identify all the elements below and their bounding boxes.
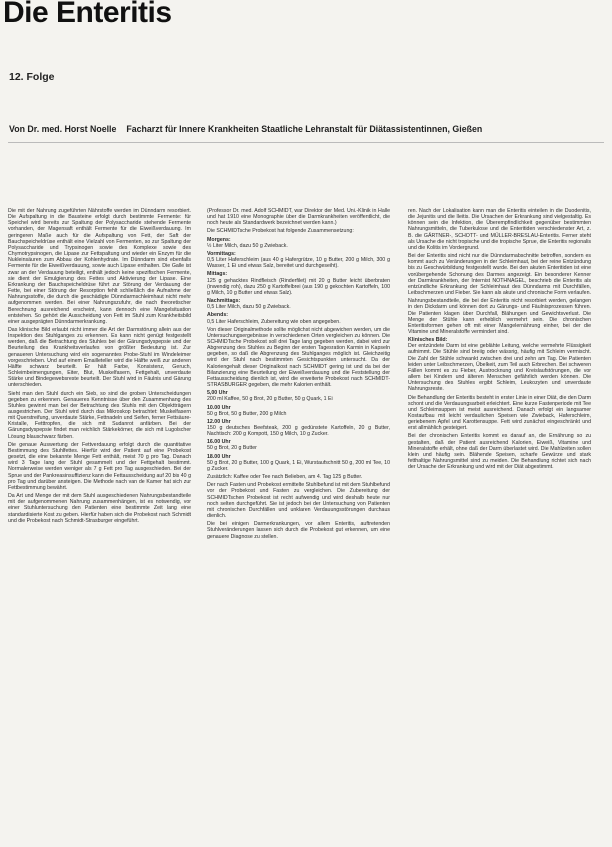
paragraph: Die SCHMIDTsche Probekost hat folgende Zusammensetzung: xyxy=(207,228,354,235)
paragraph: 50 g Brot, 20 g Butter, 100 g Quark, 1 Ei, Wurstaufschnitt 50 g, 200 ml Tee, 10 g Zucker. xyxy=(207,459,390,472)
section-heading: 16.00 Uhr xyxy=(207,439,231,446)
paragraph: 50 g Brot, 20 g Butter xyxy=(207,445,257,452)
paragraph: Da Art und Menge der mit dem Stuhl ausgeschiedenen Nahrungsbestandteile mit der aufgenommenen Nahrung zusammenhängen, ist es notwendig, vor einer Stuhluntersuchung den Patienten eine bestimmte Zeit lang eine standardisierte Kost zu geben. Hierfür haben sich die Probekost nach Schmidt und die Probekost nach Schmidt-Strasburger eingeführt. xyxy=(8,493,191,524)
paragraph: 0,5 Liter Haferschleim (aus 40 g Hafergrütze, 10 g Butter, 200 g Milch, 300 g Wasser, 1 Ei und etwas Salz, bereitet und durchgeseiht). xyxy=(207,257,390,270)
section-heading: 18.00 Uhr xyxy=(207,453,231,460)
section-heading: Klinisches Bild: xyxy=(408,337,448,344)
text-column-1 xyxy=(8,208,191,526)
paragraph: 125 g gehacktes Rindfleisch (Rinderfilet) mit 20 g Butter leicht überbraten (inwendig roh), dazu 250 g Kartoffelbrei (aus 190 g gekochten Kartoffeln, 100 g Milch, 10 g Butter und etwas Salz). xyxy=(207,277,390,296)
author-affiliation: Facharzt für Innere Krankheiten Staatliche Lehranstalt für Diätassistentinnen, Gießen xyxy=(126,124,483,134)
section-heading: Abends: xyxy=(207,312,228,319)
author-name: Von Dr. med. Horst Noelle xyxy=(9,124,117,134)
paragraph: 200 ml Kaffee, 50 g Brot, 20 g Butter, 50 g Quark, 1 Ei xyxy=(207,396,333,403)
text-column-2 xyxy=(207,208,390,542)
section-heading: 10.00 Uhr xyxy=(207,404,231,411)
paragraph: Zusätzlich: Kaffee oder Tee nach Belieben, am 4. Tag 125 g Butter. xyxy=(207,474,363,481)
section-heading: Mittags: xyxy=(207,271,228,278)
paragraph: 150 g deutsches Beefsteak, 200 g gedünstete Kartoffeln, 20 g Butter, Nachtisch: 200 g Kompott, 150 g Milch, 10 g Zucker. xyxy=(207,425,390,438)
paragraph: Nahrungsbestandteile, die bei der Enteritis nicht resorbiert werden, gelangen in den Dickdarm und können dort zu Gärungs- und Fäulnisprozessen führen. Die Patienten klagen über Durchfall, Blähungen und Gewichtsverlust. Die Menge der Stühle kann erheblich vermehrt sein. Die chronischen Enteritisformen gehen oft mit einer Mangelernährung einher, bei der die Vitamine und Mineralstoffe vermindert sind. xyxy=(408,298,591,335)
section-heading: Morgens: xyxy=(207,236,231,243)
text-column-3 xyxy=(408,208,591,472)
paragraph: 0,5 Liter Haferschleim, Zubereitung wie oben angegeben. xyxy=(207,318,341,325)
paragraph: ½ Liter Milch, dazu 50 g Zwieback. xyxy=(207,242,288,249)
section-heading: 5,00 Uhr xyxy=(207,390,228,397)
paragraph: 0,5 Liter Milch, dazu 50 g Zwieback. xyxy=(207,304,291,311)
paragraph: ren. Nach der Lokalisation kann man die Enteritis einteilen in die Duodenitis, die Jejunitis und die Ileitis. Die Ursachen der Erkrankung sind vielgestaltig. Es können sein die Infektion, die Überempfindlichkeit gegenüber bestimmten Nahrungsmitteln, die Tuberkulose und die Enteritiden verschiedenster Art, z. B. die GÄRTNER-, SCHOTT- und MÜLLER-BRESLAU-Enteritis. Ferner steht als Ursache die nicht tropische und die tropische Sprue, die Enteritis regionalis und die Kolitis im Vordergrund. xyxy=(408,208,591,251)
paragraph: 50 g Brot, 50 g Butter, 200 g Milch xyxy=(207,410,287,417)
paragraph: Bei der Enteritis sind nicht nur die Dünndarmabschnitte betroffen, sondern es kommt auch zu Veränderungen in der Schleimhaut, bei der reine Entzündung bis zu Geschwürbildung festgestellt wurde. Bei den akuten Enteritiden ist eine vorübergehende Schonung des Darmes angezeigt. Ein besonderer Kenner der Darmkrankheiten, der Internist NOTHNAGEL, beschrieb die Enteritis als entzündliche Erkrankung der Schleimhaut des Dünndarms mit Durchfällen, Leibschmerzen und Fieber. Sie kann als akute und chronische Form verlaufen. xyxy=(408,253,591,297)
paragraph: Die Behandlung der Enteritis besteht in erster Linie in einer Diät, die den Darm schont und die Verdauungsarbeit erleichtert. Eine kurze Fastenperiode mit Tee und Schleimsuppen ist meist ausreichend. Danach erfolgt ein langsamer Kostaufbau mit leicht verdaulichen Speisen wie Zwieback, Haferschleim, geriebenem Apfel und Karottensuppe. Fett wird zunächst eingeschränkt und erst allmählich gesteigert. xyxy=(408,394,591,432)
paragraph: Bei der chronischen Enteritis kommt es darauf an, die Ernährung so zu gestalten, daß der Patient ausreichend Kalorien, Eiweiß, Vitamine und Mineralstoffe erhält, ohne daß der Darm überlastet wird. Die Mahlzeiten sollen klein und häufig sein. Blähende Speisen, scharfe Gewürze und stark fetthaltige Nahrungsmittel sind zu meiden. Die Behandlung richtet sich nach der Ursache der Erkrankung und wird mit der Diät abgestimmt. xyxy=(408,433,591,471)
paragraph: Der nach Fasten und Probekost ermittelte Stuhlbefund ist mit dem Stuhlbefund vor der Probekost und Fasten zu vergleichen. Die Zubereitung der SCHMIDTschen Probekost ist recht aufwendig und wird deshalb heute nur noch selten durchgeführt. Sie ist jedoch bei der Untersuchung von Patienten mit chronischen Durchfällen und unklaren Verdauungsstörungen durchaus dienlich. xyxy=(207,482,390,520)
paragraph: Das klinische Bild erlaubt nicht immer die Art der Darmstörung allein aus der Inspektion des Stuhlganges zu erkennen. Es kann nicht genügt festgestellt werden, daß die Betrachtung des Stuhles bei der Gärungsdyspepsie und der Beurteilung des Krankheitsverlaufes von größter Bedeutung ist. Zur genaueren Untersuchung wird ein sogenanntes Probe-Stuhl im Windeleimer vorgeschrieben. Und auf einem Emailleteller wird die Hälfte weiß zur anderen Hälfte schwarz beurteilt. Er hält Farbe, Konsistenz, Geruch, Schleimbeimengungen, Eiter, Blut, Muskelfasern, Fettgehalt, unverdaute Stärke und Bindegewebsreste beurteilt. Der Stuhl wird in Fäulnis und Gärung unterschieden. xyxy=(8,326,191,389)
paragraph: Von dieser Originalmethode sollte möglichst nicht abgewichen werden, um die Untersuchungsergebnisse in verschiedenen Orten vergleichen zu können. Die SCHMIDTsche Probekost soll drei Tage lang gegeben werden, dabei wird zur Abgrenzung des Stuhles zu Beginn der ersten Tagesration Karmin in Kapseln gegeben, so daß die Abgrenzung des Stuhlganges möglich ist. Gleichzeitig wird der Stuhl nach bestimmten Gesichtspunkten untersucht. Da der Kaloriengehalt dieser Originalkost nach SCHMIDT gering ist und da bei der Bilanzierung eine Beurteilung der Eiweißverdauung und die Feststellung der Fettausscheidung dienlich ist, wird die erweiterte Probekost nach SCHMIDT-STRASBURGER gegeben, die mehr Kalorien enthält. xyxy=(207,326,390,389)
paragraph: Sieht man den Stuhl durch ein Sieb, so sind die groben Unterscheidungen gegeben zu erkennen. Genaueres Kenntnisse über den Zusammenhang des Stuhles gewinnt man bei der Betrachtung des Stuhls mit den Objektträgern ausgestrichen. Der Stuhl wird durch das Mikroskop betrachtet: Muskelfasern mit Querstreifung, unverdaute Stärke, Fettnadeln und Seifen, ferner Fettsäure-Kristalle, Fetttropfen, die sich mit Sudanrot anfärben. Bei der Gärungsdyspepsie findet man reichlich Stärkekörner, die sich mit Lugolscher Lösung blauschwarz färben. xyxy=(8,390,191,440)
paragraph: Der entzündete Darm ist eine geblähte Leitung, welche vermehrte Flüssigkeit aufnimmt. Die Stühle sind breiig oder wässrig, häufig mit Schleim vermischt. Die Zahl der Stühle schwankt zwischen drei und zehn am Tag. Die Patienten leiden unter Leibschmerzen, Übelkeit, zum Teil auch Erbrechen. Bei schweren Fällen kommt es zu Fieber, Austrocknung und Kreislaufstörungen, die vor allem bei Kindern und älteren Menschen gefährlich werden können. Die Untersuchung des Stuhles ergibt Schleim, Leukozyten und unverdaute Nahrungsreste. xyxy=(408,343,591,393)
paragraph: Die bei einigen Darmerkrankungen, vor allem Enteritis, auftretenden Stuhlveränderungen lassen sich durch die Probekost gut erkennen, um eine genauere Diagnose zu stellen. xyxy=(207,521,390,540)
paragraph: (Professor Dr. med. Adolf SCHMIDT, war Direktor der Med. Uni.-Klinik in Halle und hat 1910 eine Monographie über die Darmkrankheiten veröffentlicht, die noch heute als Standardwerk bezeichnet werden kann.) xyxy=(207,208,390,227)
article-title: Die Enteritis xyxy=(3,0,172,29)
section-heading: Vormittags: xyxy=(207,250,236,257)
paragraph: Die genaue Auswertung der Fettverdauung erfolgt durch die quantitative Bestimmung des Stuhlfettes. Hierfür wird der Patient auf eine Probekost gesetzt, die eine bekannte Menge Fett enthält, meist 70 g pro Tag. Danach wird 3 Tage lang der Stuhl gesammelt und der Fettgehalt bestimmt. Normalerweise werden weniger als 7 g Fett pro Tag ausgeschieden. Bei der Sprue und der Pankreasinsuffizienz kann die Fettausscheidung auf 20 bis 40 g pro Tag und darüber ansteigen. Die Methode nach van de Kamer hat sich zur Fettbestimmung bewährt. xyxy=(8,441,191,491)
article-subtitle: 12. Folge xyxy=(9,71,55,83)
paragraph: Die mit der Nahrung zugeführten Nährstoffe werden im Dünndarm resorbiert. Die Aufspaltung in die Bausteine erfolgt durch bestimmte Fermente: für Speichel wird bereits zur Spaltung der Polysaccharide stehende Fermente vorhanden, der Magensaft enthält Fermente für die Eiweißverdauung. Im geringeren Maße auch für die Aufspaltung von Fett, der Saft der Bauchspeicheldrüse enthält eine Vielzahl von Fermenten, so zur Spaltung der Polysaccharide und Trypsinogen sowie des Komplexe sowie des Chymotrypsinogen, die Lipase zur Fettspaltung und wieder ein Enzym für die Nukleinsäuren zum Abbau der Kohlenhydrate. Im Dünndarm sind ebenfalls Fermente für die Eiweißverdauung, sowie auch Lipase enthalten. Die Galle ist zwar an der Verdauung beteiligt, enthält jedoch keine spezifischen Fermente, sie dient der Emulgierung des Fettes und Aktivierung der Lipase. Eine Erkrankung der Bauchspeicheldrüse führt zur Störung der Verdauung der Fette, bei einer Störung der Resorption fehlt schließlich die Aufnahme der Nahrungsstoffe, die durch die geschädigte Dünndarmschleimhaut nicht mehr aufgenommen werden. Bei einer Nahrungszufuhr, die nach theoretischer Berechnung ausreichend erscheint, kann dennoch eine Mangelsituation entstehen. So gehört die Ausscheidung von Fett im Stuhl zum Krankheitsbild einer ausgeprägten Dünndarmerkrankung. xyxy=(8,208,191,325)
header-divider xyxy=(8,142,604,143)
section-heading: Nachmittags: xyxy=(207,298,241,305)
section-heading: 12.00 Uhr xyxy=(207,418,231,425)
byline xyxy=(9,124,482,134)
